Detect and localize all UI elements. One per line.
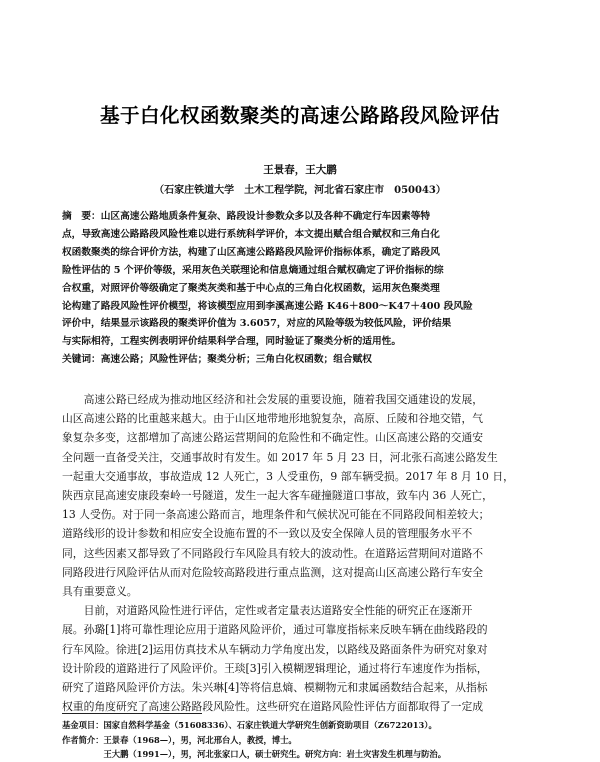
abstract-label: 摘 要： [62, 211, 101, 222]
abstract-line [62, 208, 540, 226]
body-line: 山区高速公路的比重越来越大。由于山区地带地形地貌复杂，高原、丘陵和谷地交错，气 [62, 412, 484, 426]
body-line: 研究了道路风险评价方法。朱兴琳[4]等将信息熵、模糊物元和隶属函数结合起来，从指标 [62, 681, 488, 695]
abstract-line: 合权重，对照评价等级确定了聚类灰类和基于中心点的三角白化权函数，运用灰色聚类理 [62, 282, 440, 294]
abstract-line: 与实际相符，工程实例表明评价结果科学合理，同时验证了聚类分析的适用性。 [62, 336, 402, 348]
author-bio-note: 作者简介：王景春（1968—），男，河北邢台人，教授，博士。 [62, 734, 297, 745]
body-line: 目前，对道路风险性进行评估，定性或者定量表达道路安全性能的研究正在逐渐开 [62, 604, 473, 618]
funding-note: 基金项目：国家自然科学基金（51608336）、石家庄铁道大学研究生创新资助项目（Z6722013）。 [62, 720, 437, 730]
body-line: 展。孙璐[1]将可靠性理论应用于道路风险评价，通过可靠度指标来反映车辆在曲线路段的 [62, 623, 488, 637]
paper-title: 基于白化权函数聚类的高速公路路段风险评估 [99, 104, 500, 127]
abstract-line: 险性评估的 5 个评价等级，采用灰色关联理论和信息熵通过组合赋权确定了评价指标的综 [62, 264, 444, 276]
keywords-label: 关键词： [62, 354, 101, 366]
body-line: 象复杂多变，这都增加了高速公路运营期间的危险性和不确定性。山区高速公路的交通安 [62, 431, 484, 445]
body-line: 13 人受伤。对于同一条高速公路而言，地理条件和气候状况可能在不同路段间相差较大； [62, 508, 490, 522]
body-line: 高速公路已经成为推动地区经济和社会发展的重要设施，随着我国交通建设的发展， [62, 393, 484, 406]
body-line: 同，这些因素又都导致了不同路段行车风险具有较大的波动性。在道路运营期间对道路不 [62, 546, 484, 560]
author-bio-note: 王大鹏（1991—），男，河北张家口人，硕士研究生。研究方向：岩土灾害发生机理与防治。 [62, 749, 447, 759]
body-line: 设计阶段的道路进行了风险评价。王琰[3]引入模糊逻辑理论，通过将行车速度作为指标， [62, 661, 488, 675]
body-line: 具有重要意义。 [62, 585, 138, 599]
body-line: 行车风险。徐进[2]运用仿真技术从车辆动力学角度出发，以路线及路面条件为研究对象对 [62, 642, 488, 656]
body-line: 权重的角度研究了高速公路路段风险性。这些研究在道路风险性评估方面都取得了一定成 [62, 700, 484, 714]
keywords-line [62, 351, 540, 369]
body-line: 道路线形的设计参数和相应安全设施布置的不一致以及安全保障人员的管理服务水平不 [62, 527, 473, 541]
abstract-text: 山区高速公路地质条件复杂、路段设计参数众多以及各种不确定行车因素等特 [100, 211, 431, 222]
abstract-line: 论构建了路段风险性评价模型，将该模型应用到李溪高速公路 K46＋800～K47＋400 段风险 [62, 300, 473, 312]
body-line: 同路段进行风险评估从而对危险较高路段进行重点监测，这对提高山区高速公路行车安全 [62, 565, 484, 579]
footnote-divider [62, 713, 202, 714]
footnotes [62, 718, 540, 762]
abstract-line: 点，导致高速公路路段风险性难以进行系统科学评价，本文提出赋合组合赋权和三角白化 [62, 228, 440, 240]
abstract-block [62, 208, 540, 369]
author-affiliation: （石家庄铁道大学 土木工程学院，河北省石家庄市 050043） [154, 185, 446, 196]
abstract-line: 权函数聚类的综合评价方法，构建了山区高速公路路段风险评价指标体系，确定了路段风 [62, 246, 440, 258]
body-text [62, 390, 540, 716]
abstract-line: 评价中，结果显示该路段的聚类评价值为 3.6057，对应的风险等级为较低风险，评价结果 [62, 318, 452, 330]
keywords-text: 高速公路；风险性评估；聚类分析；三角白化权函数；组合赋权 [100, 354, 372, 366]
body-line: 陕西京昆高速安康段秦岭一号隧道，发生一起大客车碰撞隧道口事故，致车内 36 人死亡， [62, 489, 493, 503]
body-line: 全问题一直备受关注，交通事故时有发生。如 2017 年 5 月 23 日，河北张石高速公路发生 [62, 450, 498, 464]
body-line: 一起重大交通事故，事故造成 12 人死亡，3 人受重伤，9 部车辆受损。2017 年 8 月 10 日， [62, 469, 514, 483]
author-list: 王景春，王大鹏 [263, 164, 337, 176]
